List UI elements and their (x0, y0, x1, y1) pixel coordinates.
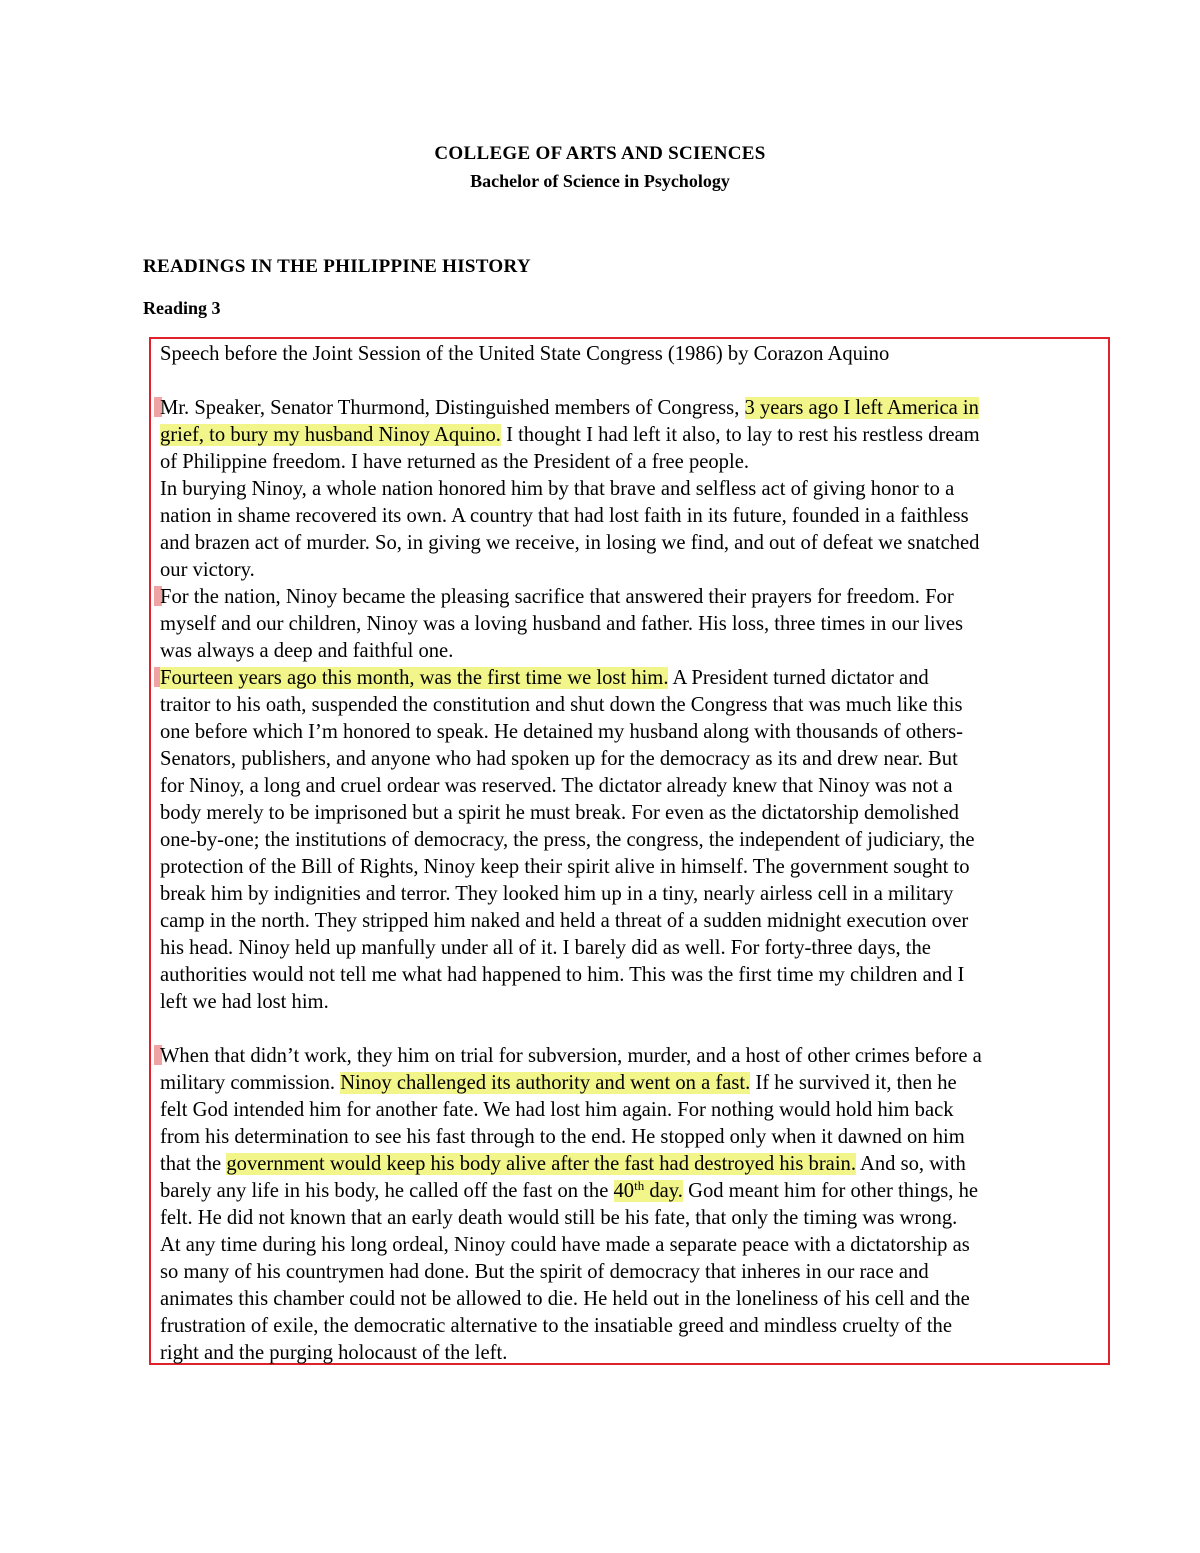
paragraph-4-line: his head. Ninoy held up manfully under all of it. I barely did as well. For forty-three days, the (160, 937, 931, 959)
paragraph-5-line: so many of his countrymen had done. But the spirit of democracy that inheres in our race and (160, 1261, 929, 1283)
highlight: Ninoy challenged its authority and went on a fast. (340, 1072, 751, 1094)
paragraph-5-line-7: felt. He did not known that an early death would still be his fate, that only the timing was wrong. (160, 1207, 958, 1229)
paragraph-2-line: and brazen act of murder. So, in giving we receive, in losing we find, and out of defeat we snatched (160, 532, 980, 554)
paragraph-4-line: body merely to be imprisoned but a spirit he must break. For even as the dictatorship demolished (160, 802, 959, 824)
paragraph-5-line: frustration of exile, the democratic alternative to the insatiable greed and mindless cruelty of the (160, 1315, 952, 1337)
paragraph-4-line: for Ninoy, a long and cruel ordear was reserved. The dictator already knew that Ninoy was not a (160, 775, 953, 797)
highlight: government would keep his body alive after the fast had destroyed his brain. (226, 1153, 856, 1175)
paragraph-4-line: camp in the north. They stripped him naked and held a threat of a sudden midnight execution over (160, 910, 969, 932)
paragraph-5-line-1: When that didn’t work, they him on trial for subversion, murder, and a host of other crimes before a (160, 1043, 1110, 1070)
college-heading: COLLEGE OF ARTS AND SCIENCES (434, 143, 766, 164)
paragraph-5-line-2: military commission. Ninoy challenged its authority and went on a fast. If he survived it, then he (160, 1072, 957, 1094)
paragraph-2-line: nation in shame recovered its own. A country that had lost faith in its future, founded in a faithless (160, 505, 969, 527)
paragraph-5-line: At any time during his long ordeal, Ninoy could have made a separate peace with a dictatorship as (160, 1234, 970, 1256)
course-title: READINGS IN THE PHILIPPINE HISTORY (143, 256, 531, 277)
paragraph-3-line: For the nation, Ninoy became the pleasing sacrifice that answered their prayers for freedom. For (160, 584, 1110, 611)
paragraph-4-line: break him by indignities and terror. They looked him up in a tiny, nearly airless cell in a military (160, 883, 954, 905)
paragraph-4-line: Senators, publishers, and anyone who had spoken up for the democracy as its and drew near. But (160, 748, 958, 770)
paragraph-4-line: one-by-one; the institutions of democracy, the press, the congress, the independent of judiciary, the (160, 829, 975, 851)
paragraph-4-line: authorities would not tell me what had happened to him. This was the first time my children and I (160, 964, 965, 986)
highlight: 40th day. (613, 1178, 683, 1202)
paragraph-5-line-6: barely any life in his body, he called off the fast on the 40th day. God meant him for other things, he (160, 1178, 979, 1202)
speech-text (160, 341, 1110, 1367)
paragraph-1-line-3: of Philippine freedom. I have returned as the President of a free people. (160, 451, 749, 473)
reading-label: Reading 3 (143, 298, 221, 318)
paragraph-5-line: right and the purging holocaust of the left. (160, 1342, 508, 1364)
paragraph-5-line-5: that the government would keep his body alive after the fast had destroyed his brain. And so, with (160, 1153, 966, 1175)
speech-title: Speech before the Joint Session of the United State Congress (1986) by Corazon Aquino (160, 343, 890, 365)
paragraph-3-line: myself and our children, Ninoy was a loving husband and father. His loss, three times in our lives (160, 613, 964, 635)
paragraph-1-line-2: grief, to bury my husband Ninoy Aquino. I thought I had left it also, to lay to rest his restless dream (160, 424, 980, 446)
paragraph-4-line-1: Fourteen years ago this month, was the first time we lost him. A President turned dictator and (160, 665, 1110, 692)
paragraph-2-line: our victory. (160, 559, 255, 581)
paragraph-5-line-3: felt God intended him for another fate. We had lost him again. For nothing would hold him back (160, 1099, 954, 1121)
paragraph-5-line: animates this chamber could not be allowed to die. He held out in the loneliness of his cell and the (160, 1288, 970, 1310)
program-heading: Bachelor of Science in Psychology (470, 171, 730, 191)
highlight: 3 years ago I left America in (744, 397, 979, 419)
paragraph-4-line: traitor to his oath, suspended the constitution and shut down the Congress that was much like this (160, 694, 963, 716)
paragraph-4-line: protection of the Bill of Rights, Ninoy keep their spirit alive in himself. The government sought to (160, 856, 970, 878)
paragraph-3-line: was always a deep and faithful one. (160, 640, 454, 662)
blank-line (160, 368, 1110, 395)
highlight: Fourteen years ago this month, was the first time we lost him. (160, 667, 669, 689)
paragraph-2-line: In burying Ninoy, a whole nation honored him by that brave and selfless act of giving honor to a (160, 478, 955, 500)
paragraph-4-line: one before which I’m honored to speak. He detained my husband along with thousands of others- (160, 721, 963, 743)
highlight: grief, to bury my husband Ninoy Aquino. (160, 424, 501, 446)
blank-line (160, 1016, 1110, 1043)
paragraph-4-line: left we had lost him. (160, 991, 329, 1013)
paragraph-1-line-1: Mr. Speaker, Senator Thurmond, Distinguished members of Congress, 3 years ago I left America in (160, 395, 1110, 422)
paragraph-5-line-4: from his determination to see his fast through to the end. He stopped only when it dawned on him (160, 1126, 965, 1148)
